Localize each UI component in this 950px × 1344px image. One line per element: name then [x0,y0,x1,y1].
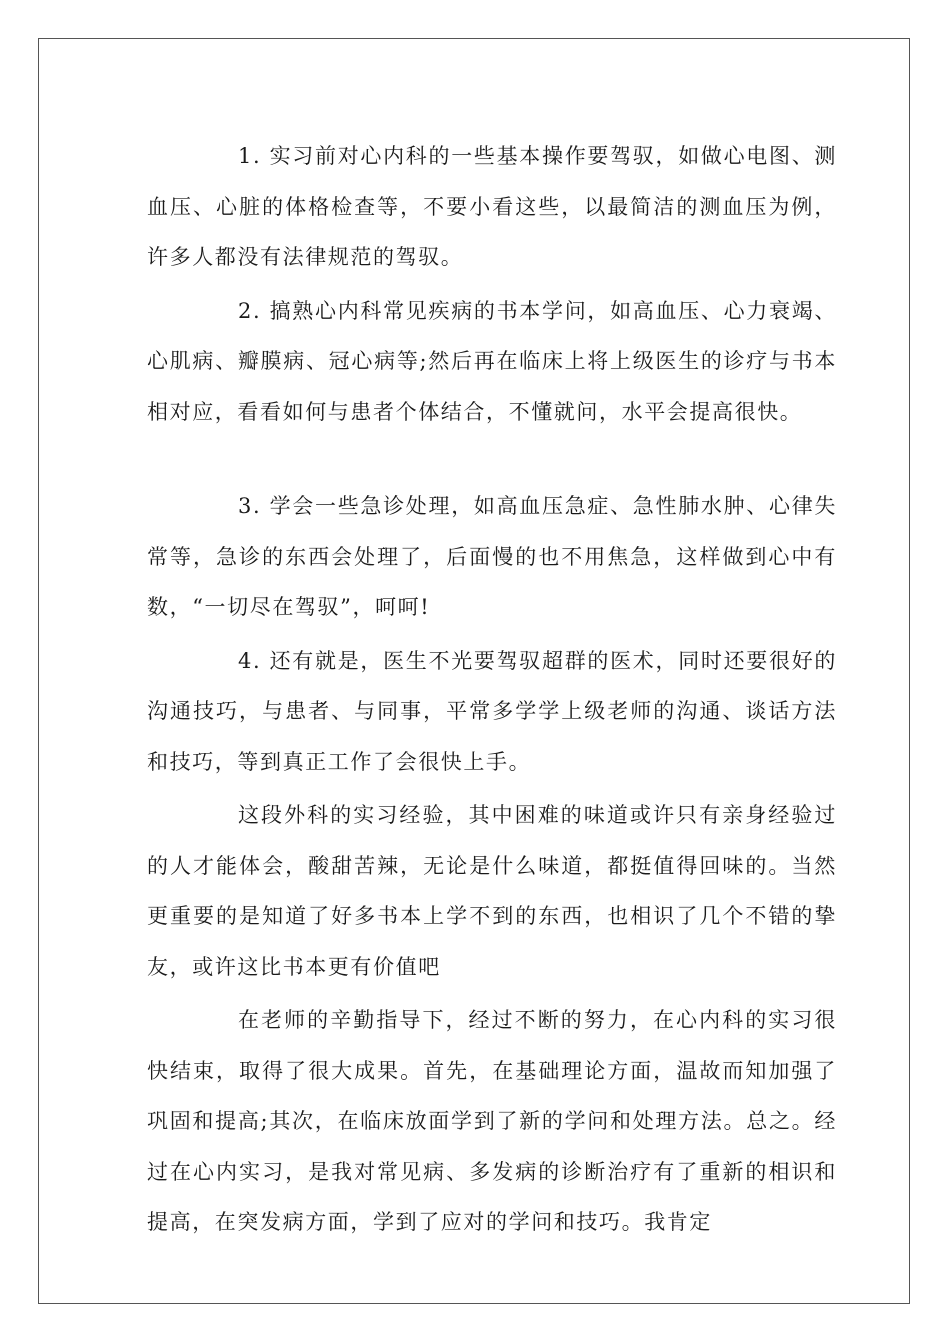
paragraph-4: 4. 还有就是，医生不光要驾驭超群的医术，同时还要很好的沟通技巧，与患者、与同事，平常多学学上级老师的沟通、谈话方法和技巧，等到真正工作了会很快上手。 [147,648,837,774]
paragraph-2: 2. 搞熟心内科常见疾病的书本学问，如高血压、心力衰竭、心肌病、瓣膜病、冠心病等;然后再在临床上将上级医生的诊疗与书本相对应，看看如何与患者个体结合，不懂就问，水平会提高很快。 [147,298,837,424]
paragraph-3: 3. 学会一些急诊处理，如高血压急症、急性肺水肿、心律失常等，急诊的东西会处理了，后面慢的也不用焦急，这样做到心中有数，“一切尽在驾驭”，呵呵! [147,494,837,619]
document-body [147,131,837,1251]
paragraph-1: 1. 实习前对心内科的一些基本操作要驾驭，如做心电图、测血压、心脏的体格检查等，不要小看这些，以最简洁的测血压为例，许多人都没有法律规范的驾驭。 [147,144,837,269]
paragraph-5: 这段外科的实习经验，其中困难的味道或许只有亲身经验过的人才能体会，酸甜苦辣，无论是什么味道，都挺值得回味的。当然更重要的是知道了好多书本上学不到的东西，也相识了几个不错的挚友，或许这比书本更有价值吧 [147,803,837,979]
paragraph-6: 在老师的辛勤指导下，经过不断的努力，在心内科的实习很快结束，取得了很大成果。首先，在基础理论方面，温故而知加强了巩固和提高;其次，在临床放面学到了新的学问和处理方法。总之。经过在心内实习，是我对常见病、多发病的诊断治疗有了重新的相识和提高，在突发病方面，学到了应对的学问和技巧。我肯定 [147,1008,837,1234]
